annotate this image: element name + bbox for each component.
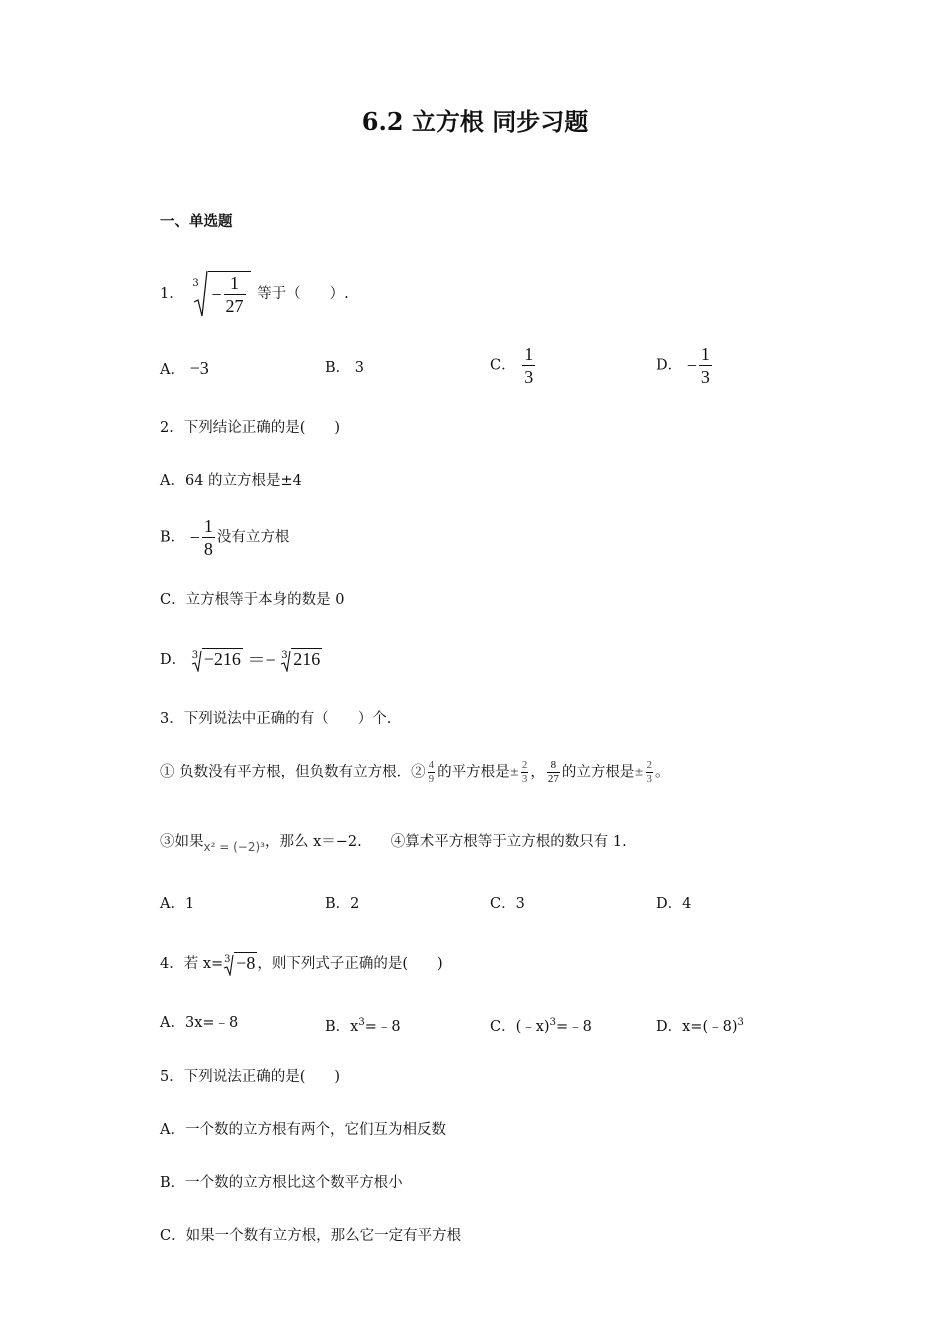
- q3-option-a: A．1: [160, 896, 195, 912]
- root-index: 3: [281, 650, 288, 661]
- statement-text: ③如果: [160, 834, 204, 850]
- fraction-numerator: 1: [700, 344, 710, 364]
- radicand: −216: [203, 649, 241, 669]
- minus-sign: −: [211, 284, 222, 304]
- option-d: [656, 345, 714, 386]
- option-label: A．: [160, 362, 185, 378]
- q4-option-d: [656, 1013, 744, 1037]
- fraction-numerator: 2: [521, 759, 528, 771]
- stem-text: 4．若 x=: [160, 956, 224, 972]
- option-value: 3: [354, 360, 364, 376]
- statement-text: 的立方根是: [561, 764, 635, 781]
- fraction-numerator: 2: [646, 759, 653, 771]
- section-heading: 一、单选题: [160, 213, 233, 230]
- q2-option-a: A．64 的立方根是±4: [160, 473, 302, 489]
- question-tail: 等于（ ）.: [257, 286, 349, 302]
- fraction-numerator: 8: [547, 760, 560, 773]
- fraction-denominator: 27: [225, 295, 244, 316]
- fraction-denominator: 27: [547, 773, 559, 785]
- fraction: [428, 760, 436, 785]
- q5-option-c: C．如果一个数有立方根，那么它一定有平方根: [160, 1228, 462, 1244]
- superscript: 3: [549, 1017, 556, 1028]
- cube-root-expression: [192, 270, 250, 318]
- option-a: [160, 358, 209, 380]
- q4-option-a: A．3x=﹣8: [160, 1015, 239, 1031]
- option-text: 没有立方根: [216, 529, 290, 546]
- radicand: 216: [293, 649, 321, 669]
- plus-minus-sign: ±: [634, 765, 644, 779]
- equals-minus: ＝−: [247, 650, 276, 670]
- fraction-numerator: 1: [524, 344, 534, 364]
- statement-text: ，: [530, 764, 545, 781]
- root-index: 3: [192, 278, 199, 289]
- fraction-numerator: 1: [224, 274, 246, 295]
- option-fraction: [522, 345, 535, 386]
- q5-option-a: A．一个数的立方根有两个，它们互为相反数: [160, 1122, 446, 1138]
- fraction: [547, 760, 560, 785]
- fraction-denominator: 3: [700, 367, 710, 387]
- option-value: −3: [189, 358, 209, 378]
- question-2-stem: 2．下列结论正确的是( ): [160, 420, 341, 436]
- option-c: [490, 345, 537, 386]
- option-text: C．(﹣x): [490, 1018, 550, 1035]
- option-label: D．: [160, 652, 187, 668]
- q2-option-c: C．立方根等于本身的数是 0: [160, 592, 345, 608]
- cube-root-expression: [223, 952, 257, 976]
- fraction-denominator: 3: [524, 367, 534, 387]
- option-b: [325, 358, 364, 378]
- stem-text: ，则下列式子正确的是( ): [257, 956, 443, 972]
- root-index: 3: [191, 650, 199, 661]
- option-label: C．: [490, 357, 516, 374]
- cube-root-expression: [280, 648, 322, 672]
- fraction-numerator: 4: [428, 759, 435, 771]
- root-index: 3: [224, 954, 231, 965]
- fraction-denominator: 3: [646, 773, 653, 785]
- question-5-stem: 5．下列说法正确的是( ): [160, 1069, 341, 1085]
- q3-option-b: B．2: [325, 896, 360, 912]
- option-label: B．: [325, 360, 351, 376]
- radicand: −8: [236, 953, 256, 973]
- q3-option-c: C．3: [490, 896, 525, 912]
- minus-sign: −: [189, 527, 200, 548]
- q4-option-c: [490, 1013, 592, 1037]
- statement-text: ，那么 x＝−2. ④算术平方根等于立方根的数只有 1.: [264, 834, 627, 850]
- statement-text: 的平方根是: [437, 764, 510, 781]
- math-expression: x² = (−2)³: [203, 840, 265, 854]
- plus-minus-sign: ±: [509, 765, 519, 779]
- fraction-denominator: 3: [521, 773, 528, 785]
- question-4-stem: [160, 952, 443, 978]
- option-fraction: [699, 345, 712, 386]
- fraction: [646, 760, 654, 785]
- option-text: =﹣8: [364, 1018, 401, 1035]
- page-title: 6.2 立方根 同步习题: [361, 107, 589, 136]
- q5-option-b: B．一个数的立方根比这个数平方根小: [160, 1175, 403, 1191]
- fraction: [521, 760, 529, 785]
- cube-root-expression: [191, 648, 243, 672]
- question-number: 1．: [160, 286, 184, 302]
- minus-sign: −: [686, 355, 697, 376]
- q3-option-d: D．4: [656, 896, 692, 912]
- option-fraction: [202, 517, 215, 558]
- superscript: 3: [737, 1017, 744, 1028]
- fraction-denominator: 9: [428, 773, 435, 785]
- question-3-stem: 3．下列说法中正确的有（ ）个.: [160, 711, 392, 727]
- q3-statements-line2: [160, 832, 627, 852]
- question-1: [160, 270, 349, 320]
- option-text: =﹣8: [555, 1018, 592, 1035]
- option-text: B．x: [325, 1018, 359, 1035]
- statement-text: ① 负数没有平方根，但负数有立方根．②: [160, 764, 426, 781]
- q3-statements-line1: [160, 760, 670, 794]
- q2-option-b: [160, 517, 289, 558]
- fraction-denominator: 8: [203, 539, 213, 559]
- fraction-numerator: 1: [203, 516, 213, 536]
- option-label: D．: [656, 357, 683, 374]
- option-label: B．: [160, 529, 186, 546]
- statement-text: 。: [655, 764, 670, 781]
- q2-option-d: [160, 648, 322, 674]
- option-text: D．x=(﹣8): [656, 1018, 738, 1035]
- superscript: 3: [358, 1017, 365, 1028]
- q4-option-b: [325, 1013, 401, 1037]
